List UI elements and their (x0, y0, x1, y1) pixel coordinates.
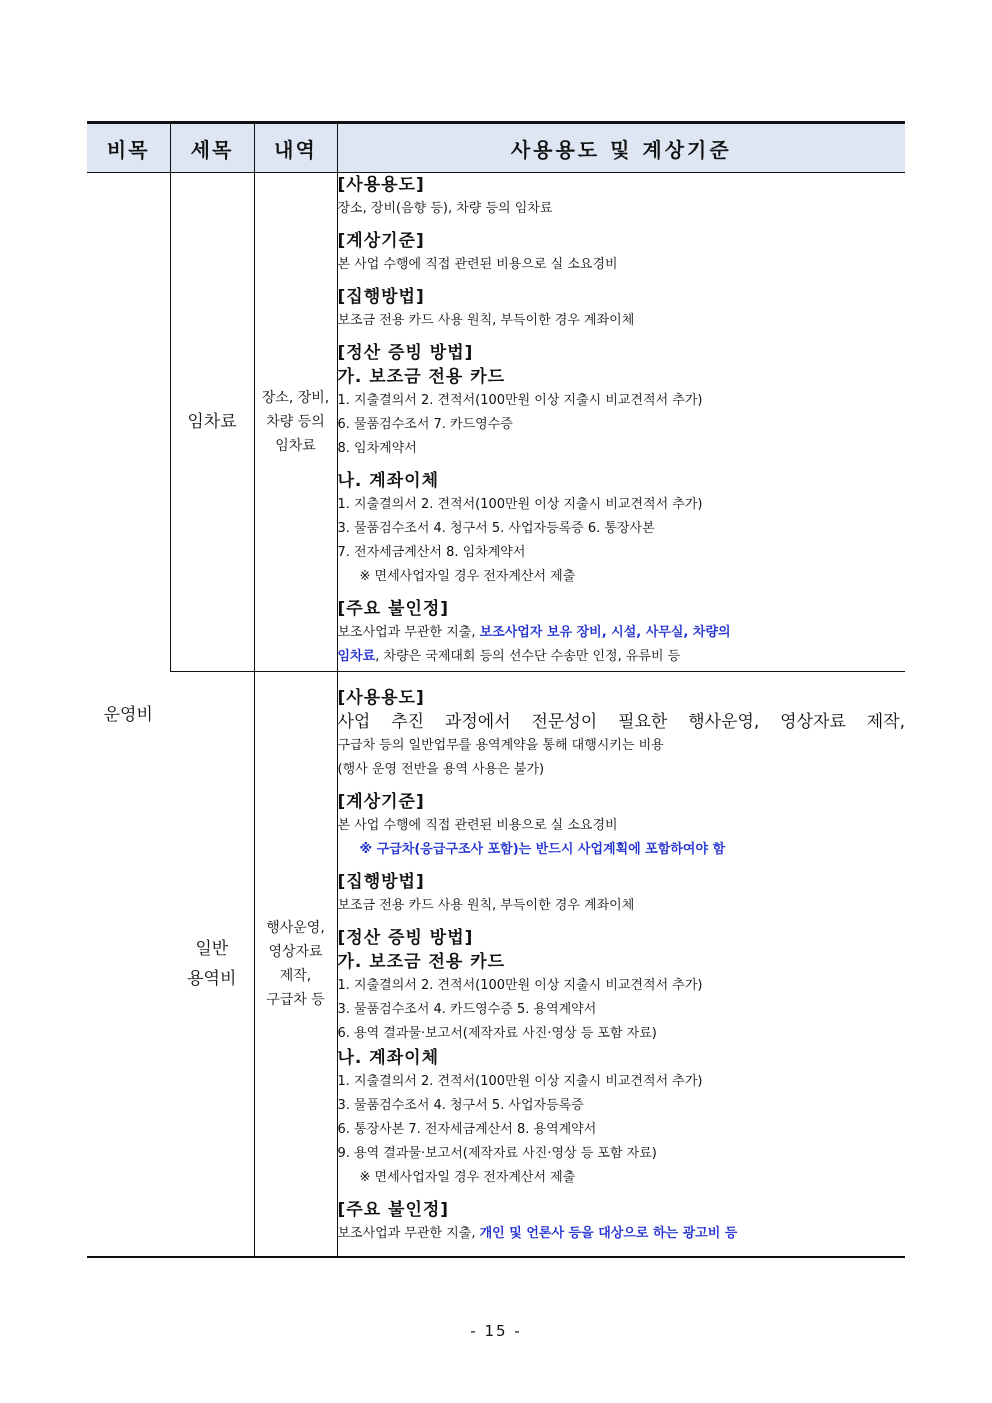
section-line: 보조금 전용 카드 사용 원칙, 부득이한 경우 계좌이체 (337, 313, 635, 328)
details-line: 행사운영, (266, 920, 325, 936)
section-usage (338, 173, 906, 221)
section-heading: [주요 불인정] (337, 599, 450, 619)
section-heading: 나. 계좌이체 (337, 1048, 439, 1068)
page-number: - 15 - (470, 1322, 522, 1340)
section-heading: [사용용도] (337, 175, 425, 195)
section-execution (338, 870, 906, 918)
normal-text: 보조사업과 무관한 지출, (337, 1226, 480, 1241)
section-line: 6. 통장사본 7. 전자세금계산서 8. 용역계약서 (337, 1122, 597, 1137)
category-cell (87, 173, 170, 1258)
section-settlement-card (338, 341, 906, 461)
section-line: 7. 전자세금계산서 8. 임차계약서 (337, 545, 526, 560)
table-row (87, 173, 905, 672)
section-line: 1. 지출결의서 2. 견적서(100만원 이상 지출시 비교견적서 추가) (337, 393, 703, 408)
section-note: ※ 면세사업자일 경우 전자계산서 제출 (359, 569, 576, 584)
header-category: 비목 (87, 123, 170, 173)
section-heading: [계상기준] (337, 231, 425, 251)
section-line (338, 1222, 906, 1246)
section-line: 3. 물품검수조서 4. 청구서 5. 사업자등록증 (337, 1098, 584, 1113)
section-criteria (338, 229, 906, 277)
details-cell (254, 672, 337, 1258)
section-heading: [주요 불인정] (337, 1200, 450, 1220)
section-line: 사업 추진 과정에서 전문성이 필요한 행사운영, 영상자료 제작, (337, 712, 905, 732)
table-header-row (87, 123, 905, 173)
section-line: 보조금 전용 카드 사용 원칙, 부득이한 경우 계좌이체 (337, 898, 635, 913)
section-line (338, 621, 906, 645)
details-line: 장소, 장비, (261, 390, 330, 406)
section-not-allowed (338, 1198, 906, 1246)
section-heading: 나. 계좌이체 (337, 471, 439, 491)
section-heading: [계상기준] (337, 792, 425, 812)
section-line: 구급차 등의 일반업무를 용역계약을 통해 대행시키는 비용 (337, 738, 664, 753)
section-line: 1. 지출결의서 2. 견적서(100만원 이상 지출시 비교견적서 추가) (337, 497, 703, 512)
section-line: 3. 물품검수조서 4. 카드영수증 5. 용역계약서 (337, 1002, 597, 1017)
highlight-text: 임차료 (337, 649, 376, 664)
section-heading: [집행방법] (337, 287, 425, 307)
section-heading: [사용용도] (337, 688, 425, 708)
details-line: 임차료 (275, 438, 316, 454)
section-execution (338, 285, 906, 333)
section-subheading: 가. 보조금 전용 카드 (337, 367, 506, 387)
details-line: 구급차 등 (266, 992, 325, 1008)
section-line: 본 사업 수행에 직접 관련된 비용으로 실 소요경비 (337, 818, 618, 833)
normal-text: 보조사업과 무관한 지출, (337, 625, 480, 640)
normal-text: , 차량은 국제대회 등의 선수단 수송만 인정, 유류비 등 (375, 649, 681, 664)
section-line: 3. 물품검수조서 4. 청구서 5. 사업자등록증 6. 통장사본 (337, 521, 655, 536)
details-line: 영상자료 (268, 944, 323, 960)
details-cell (254, 173, 337, 672)
subcategory-label: 임차료 (187, 412, 237, 432)
section-line (338, 645, 906, 669)
section-heading: [정산 증빙 방법] (337, 343, 474, 363)
section-heading: [집행방법] (337, 872, 425, 892)
section-settlement-transfer (338, 469, 906, 589)
section-subheading: 가. 보조금 전용 카드 (337, 952, 506, 972)
section-criteria (338, 790, 906, 862)
section-note-highlight: ※ 구급차(응급구조사 포함)는 반드시 사업계획에 포함하여야 함 (359, 842, 726, 857)
details-line: 제작, (279, 968, 312, 984)
section-settlement-card (338, 926, 906, 1046)
usage-cell (337, 672, 905, 1258)
section-line: (행사 운영 전반을 용역 사용은 불가) (337, 762, 545, 777)
usage-cell (337, 173, 905, 672)
section-line: 본 사업 수행에 직접 관련된 비용으로 실 소요경비 (337, 257, 618, 272)
header-usage-criteria: 사용용도 및 계상기준 (337, 123, 905, 173)
section-settlement-transfer (338, 1046, 906, 1190)
subcategory-cell (170, 672, 254, 1258)
section-heading: [정산 증빙 방법] (337, 928, 474, 948)
highlight-text: 개인 및 언론사 등을 대상으로 하는 광고비 등 (479, 1226, 738, 1241)
section-line: 장소, 장비(음향 등), 차량 등의 임차료 (337, 201, 553, 216)
table-row (87, 672, 905, 1258)
details-line: 차량 등의 (266, 414, 325, 430)
section-line: 6. 물품검수조서 7. 카드영수증 (337, 417, 513, 432)
section-line: 6. 용역 결과물·보고서(제작자료 사진·영상 등 포함 자료) (337, 1026, 657, 1041)
header-details: 내역 (254, 123, 337, 173)
section-line: 1. 지출결의서 2. 견적서(100만원 이상 지출시 비교견적서 추가) (337, 978, 703, 993)
subcategory-label: 일반 (195, 939, 229, 959)
section-note: ※ 면세사업자일 경우 전자계산서 제출 (359, 1170, 576, 1185)
budget-table (87, 121, 905, 1258)
section-line: 1. 지출결의서 2. 견적서(100만원 이상 지출시 비교견적서 추가) (337, 1074, 703, 1089)
section-usage (338, 686, 906, 782)
section-line: 9. 용역 결과물·보고서(제작자료 사진·영상 등 포함 자료) (337, 1146, 657, 1161)
category-label: 운영비 (103, 704, 153, 725)
section-not-allowed (338, 597, 906, 669)
header-subcategory: 세목 (170, 123, 254, 173)
section-line: 8. 임차계약서 (337, 441, 417, 456)
highlight-text: 보조사업자 보유 장비, 시설, 사무실, 차량의 (479, 625, 731, 640)
subcategory-label: 용역비 (187, 969, 237, 989)
subcategory-cell (170, 173, 254, 672)
